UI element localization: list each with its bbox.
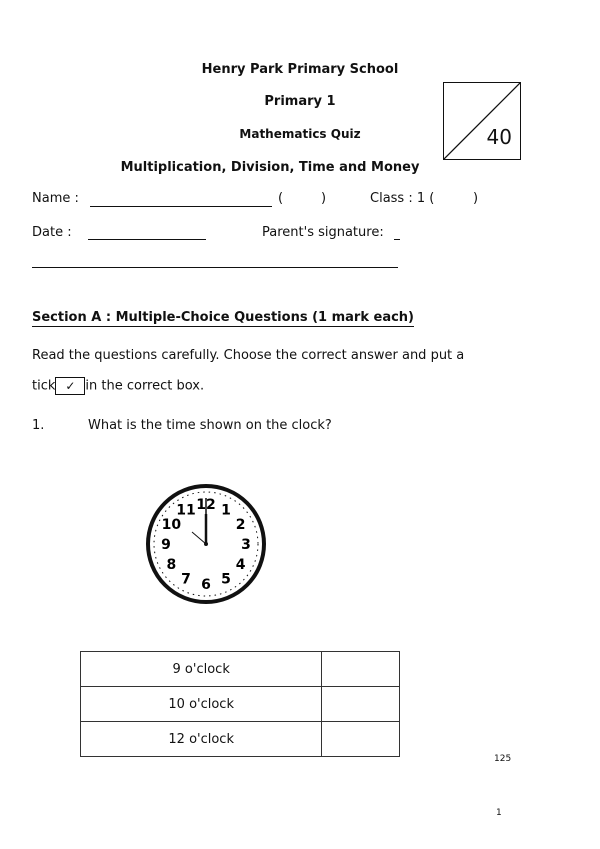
class-paren-close: )	[473, 191, 479, 206]
clock-number: 2	[235, 517, 246, 533]
clock-number: 10	[161, 517, 182, 533]
clock-icon	[144, 482, 268, 606]
instruction-tick-suffix: in the correct box.	[85, 378, 205, 394]
tick-example-box	[55, 377, 85, 395]
clock-number: 1	[221, 502, 231, 519]
date-label: Date :	[32, 225, 72, 240]
register-paren-close: )	[321, 191, 327, 206]
check-icon: ✓	[65, 379, 76, 393]
level-title: Primary 1	[264, 94, 336, 109]
page-number: 1	[496, 808, 502, 818]
clock-number: 12	[196, 497, 216, 513]
option-row	[81, 652, 400, 687]
signature-label: Parent's signature:	[262, 225, 384, 240]
register-paren-open: (	[278, 191, 284, 206]
margin-note: 125	[494, 754, 512, 764]
clock-number: 7	[181, 571, 191, 588]
option-row	[81, 722, 400, 757]
option-label: 9 o'clock	[81, 652, 322, 687]
date-line[interactable]	[88, 239, 206, 240]
score-box	[443, 82, 521, 160]
clock-number: 6	[201, 577, 211, 593]
clock-number: 5	[221, 571, 231, 588]
question-text: What is the time shown on the clock?	[88, 418, 332, 433]
signature-line-start[interactable]	[394, 239, 400, 240]
option-row	[81, 687, 400, 722]
answer-options-table	[80, 651, 400, 757]
clock-number: 11	[176, 502, 196, 519]
score-total: 40	[486, 125, 512, 149]
clock-number: 4	[235, 557, 246, 573]
clock-number: 3	[241, 537, 251, 553]
option-answer-box[interactable]	[322, 722, 400, 757]
clock-number: 9	[161, 537, 171, 553]
instruction-line-2	[32, 377, 204, 395]
instruction-line-1: Read the questions carefully. Choose the correct answer and put a	[32, 348, 465, 363]
clock-number: 8	[166, 557, 177, 573]
option-label: 12 o'clock	[81, 722, 322, 757]
class-label: Class : 1 (	[370, 191, 435, 206]
instruction-tick-prefix: tick	[32, 378, 56, 394]
question-number: 1.	[32, 418, 45, 433]
section-a-title: Section A : Multiple-Choice Questions (1 mark each)	[32, 310, 414, 325]
school-name: Henry Park Primary School	[201, 62, 399, 77]
quiz-topics: Multiplication, Division, Time and Money	[120, 160, 420, 175]
clock-face	[144, 482, 268, 606]
quiz-title: Mathematics Quiz	[239, 127, 361, 141]
signature-line[interactable]	[32, 267, 398, 268]
option-answer-box[interactable]	[322, 652, 400, 687]
option-answer-box[interactable]	[322, 687, 400, 722]
name-label: Name :	[32, 191, 79, 206]
name-line[interactable]	[90, 206, 272, 207]
option-label: 10 o'clock	[81, 687, 322, 722]
